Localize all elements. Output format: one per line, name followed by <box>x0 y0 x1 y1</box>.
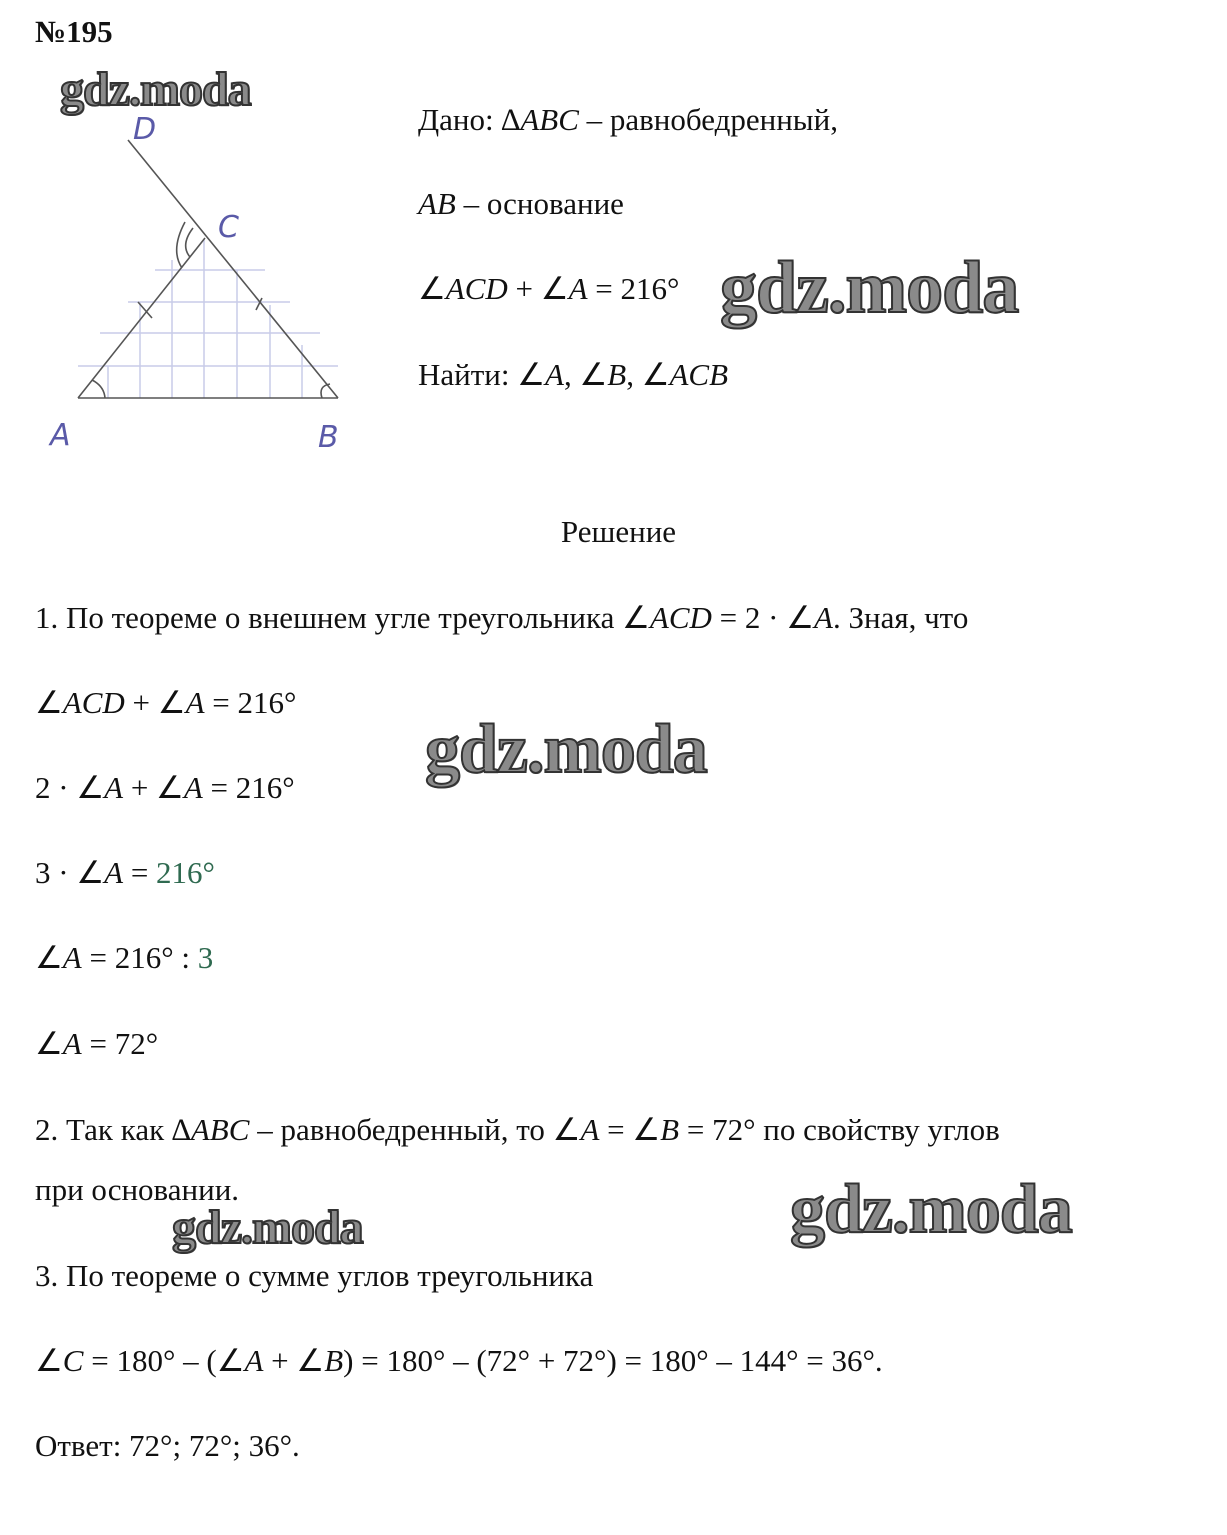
text-segment: 3 · ∠ <box>35 855 105 890</box>
text-segment: ∠ <box>35 940 63 975</box>
text-segment: – равнобедренный, то ∠ <box>249 1112 581 1147</box>
task-number: №195 <box>35 14 113 49</box>
text-segment: + ∠ <box>507 271 569 306</box>
math-variable: A <box>185 685 205 720</box>
math-variable: ACB <box>669 357 729 392</box>
math-variable: ACD <box>62 685 125 720</box>
math-variable: A <box>104 855 124 890</box>
text-segment: Дано: ∆ <box>418 102 521 137</box>
given-line <box>418 271 679 307</box>
watermark: gdz.moda <box>425 711 707 788</box>
text-segment: 3. По теореме о сумме углов треугольника <box>35 1258 594 1293</box>
solution-line <box>35 855 215 891</box>
math-variable: ABC <box>520 102 579 137</box>
given-line <box>418 102 838 138</box>
math-variable: B <box>324 1343 344 1378</box>
text-segment: 216° <box>156 855 215 890</box>
text-segment: = 216° <box>202 770 295 805</box>
text-segment: = 216° <box>204 685 297 720</box>
point-label-c: C <box>218 210 239 245</box>
solution-line <box>35 685 296 721</box>
math-variable: AB <box>418 186 456 221</box>
text-segment: Ответ: 72°; 72°; 36°. <box>35 1428 300 1463</box>
text-segment: = 216° : <box>81 940 198 975</box>
text-segment: ∠ <box>35 685 63 720</box>
solution-line <box>35 600 968 636</box>
text-segment: 3 <box>197 940 214 975</box>
watermark: gdz.moda <box>172 1201 363 1254</box>
solution-line <box>35 940 213 976</box>
text-segment: + ∠ <box>263 1343 325 1378</box>
text-segment: + ∠ <box>123 770 184 805</box>
solution-line <box>35 1343 883 1379</box>
text-segment: ∠ <box>418 271 446 306</box>
text-segment: = 72° <box>81 1026 159 1061</box>
text-segment: при основании. <box>35 1172 240 1207</box>
text-segment: Найти: ∠ <box>418 357 546 392</box>
math-variable: A <box>104 770 124 805</box>
math-variable: A <box>580 1112 600 1147</box>
math-variable: A <box>814 600 833 635</box>
math-variable: A <box>62 940 82 975</box>
solution-line <box>35 770 295 806</box>
text-segment: 2. Так как ∆ <box>35 1112 191 1147</box>
point-label-d: D <box>133 112 157 147</box>
text-segment: = 2 · ∠ <box>711 600 815 635</box>
math-variable: B <box>607 357 627 392</box>
solution-heading: Решение <box>560 514 677 549</box>
math-variable: A <box>244 1343 264 1378</box>
text-segment: , ∠ <box>563 357 608 392</box>
math-variable: B <box>660 1112 680 1147</box>
solution-line <box>35 1258 593 1294</box>
text-segment: – основание <box>455 186 624 221</box>
watermark: gdz.moda <box>60 63 251 116</box>
text-segment: = <box>123 855 157 890</box>
text-segment: ∠ <box>35 1026 63 1061</box>
text-segment: = 72° по свойству углов <box>679 1112 1000 1147</box>
text-segment: = 180° – (∠ <box>83 1343 245 1378</box>
text-segment: 1. По теореме о внешнем угле треугольника ∠ <box>35 600 650 635</box>
math-variable: ACD <box>445 271 508 306</box>
text-segment: = ∠ <box>599 1112 661 1147</box>
solution-line <box>35 1112 1000 1148</box>
math-variable: A <box>62 1026 82 1061</box>
given-line <box>418 186 624 222</box>
solution-line <box>35 1428 300 1464</box>
point-label-b: B <box>318 420 339 455</box>
text-segment: + ∠ <box>124 685 186 720</box>
watermark: gdz.moda <box>790 1171 1072 1248</box>
text-segment: . Зная, что <box>832 600 969 635</box>
text-segment: = 216° <box>587 271 680 306</box>
text-segment: ∠ <box>35 1343 63 1378</box>
text-segment: – равнобедренный, <box>578 102 838 137</box>
math-variable: ABC <box>190 1112 250 1147</box>
text-segment: ) = 180° – (72° + 72°) = 180° – 144° = 36°. <box>343 1343 883 1378</box>
text-segment: , ∠ <box>626 357 670 392</box>
text-segment: 2 · ∠ <box>35 770 105 805</box>
watermark: gdz.moda <box>720 247 1019 329</box>
math-variable: A <box>545 357 564 392</box>
math-variable: C <box>62 1343 84 1378</box>
solution-line <box>35 1026 158 1062</box>
math-variable: A <box>568 271 588 306</box>
math-variable: ACD <box>649 600 712 635</box>
point-label-a: A <box>50 418 71 453</box>
math-variable: A <box>183 770 203 805</box>
given-line <box>418 357 728 393</box>
